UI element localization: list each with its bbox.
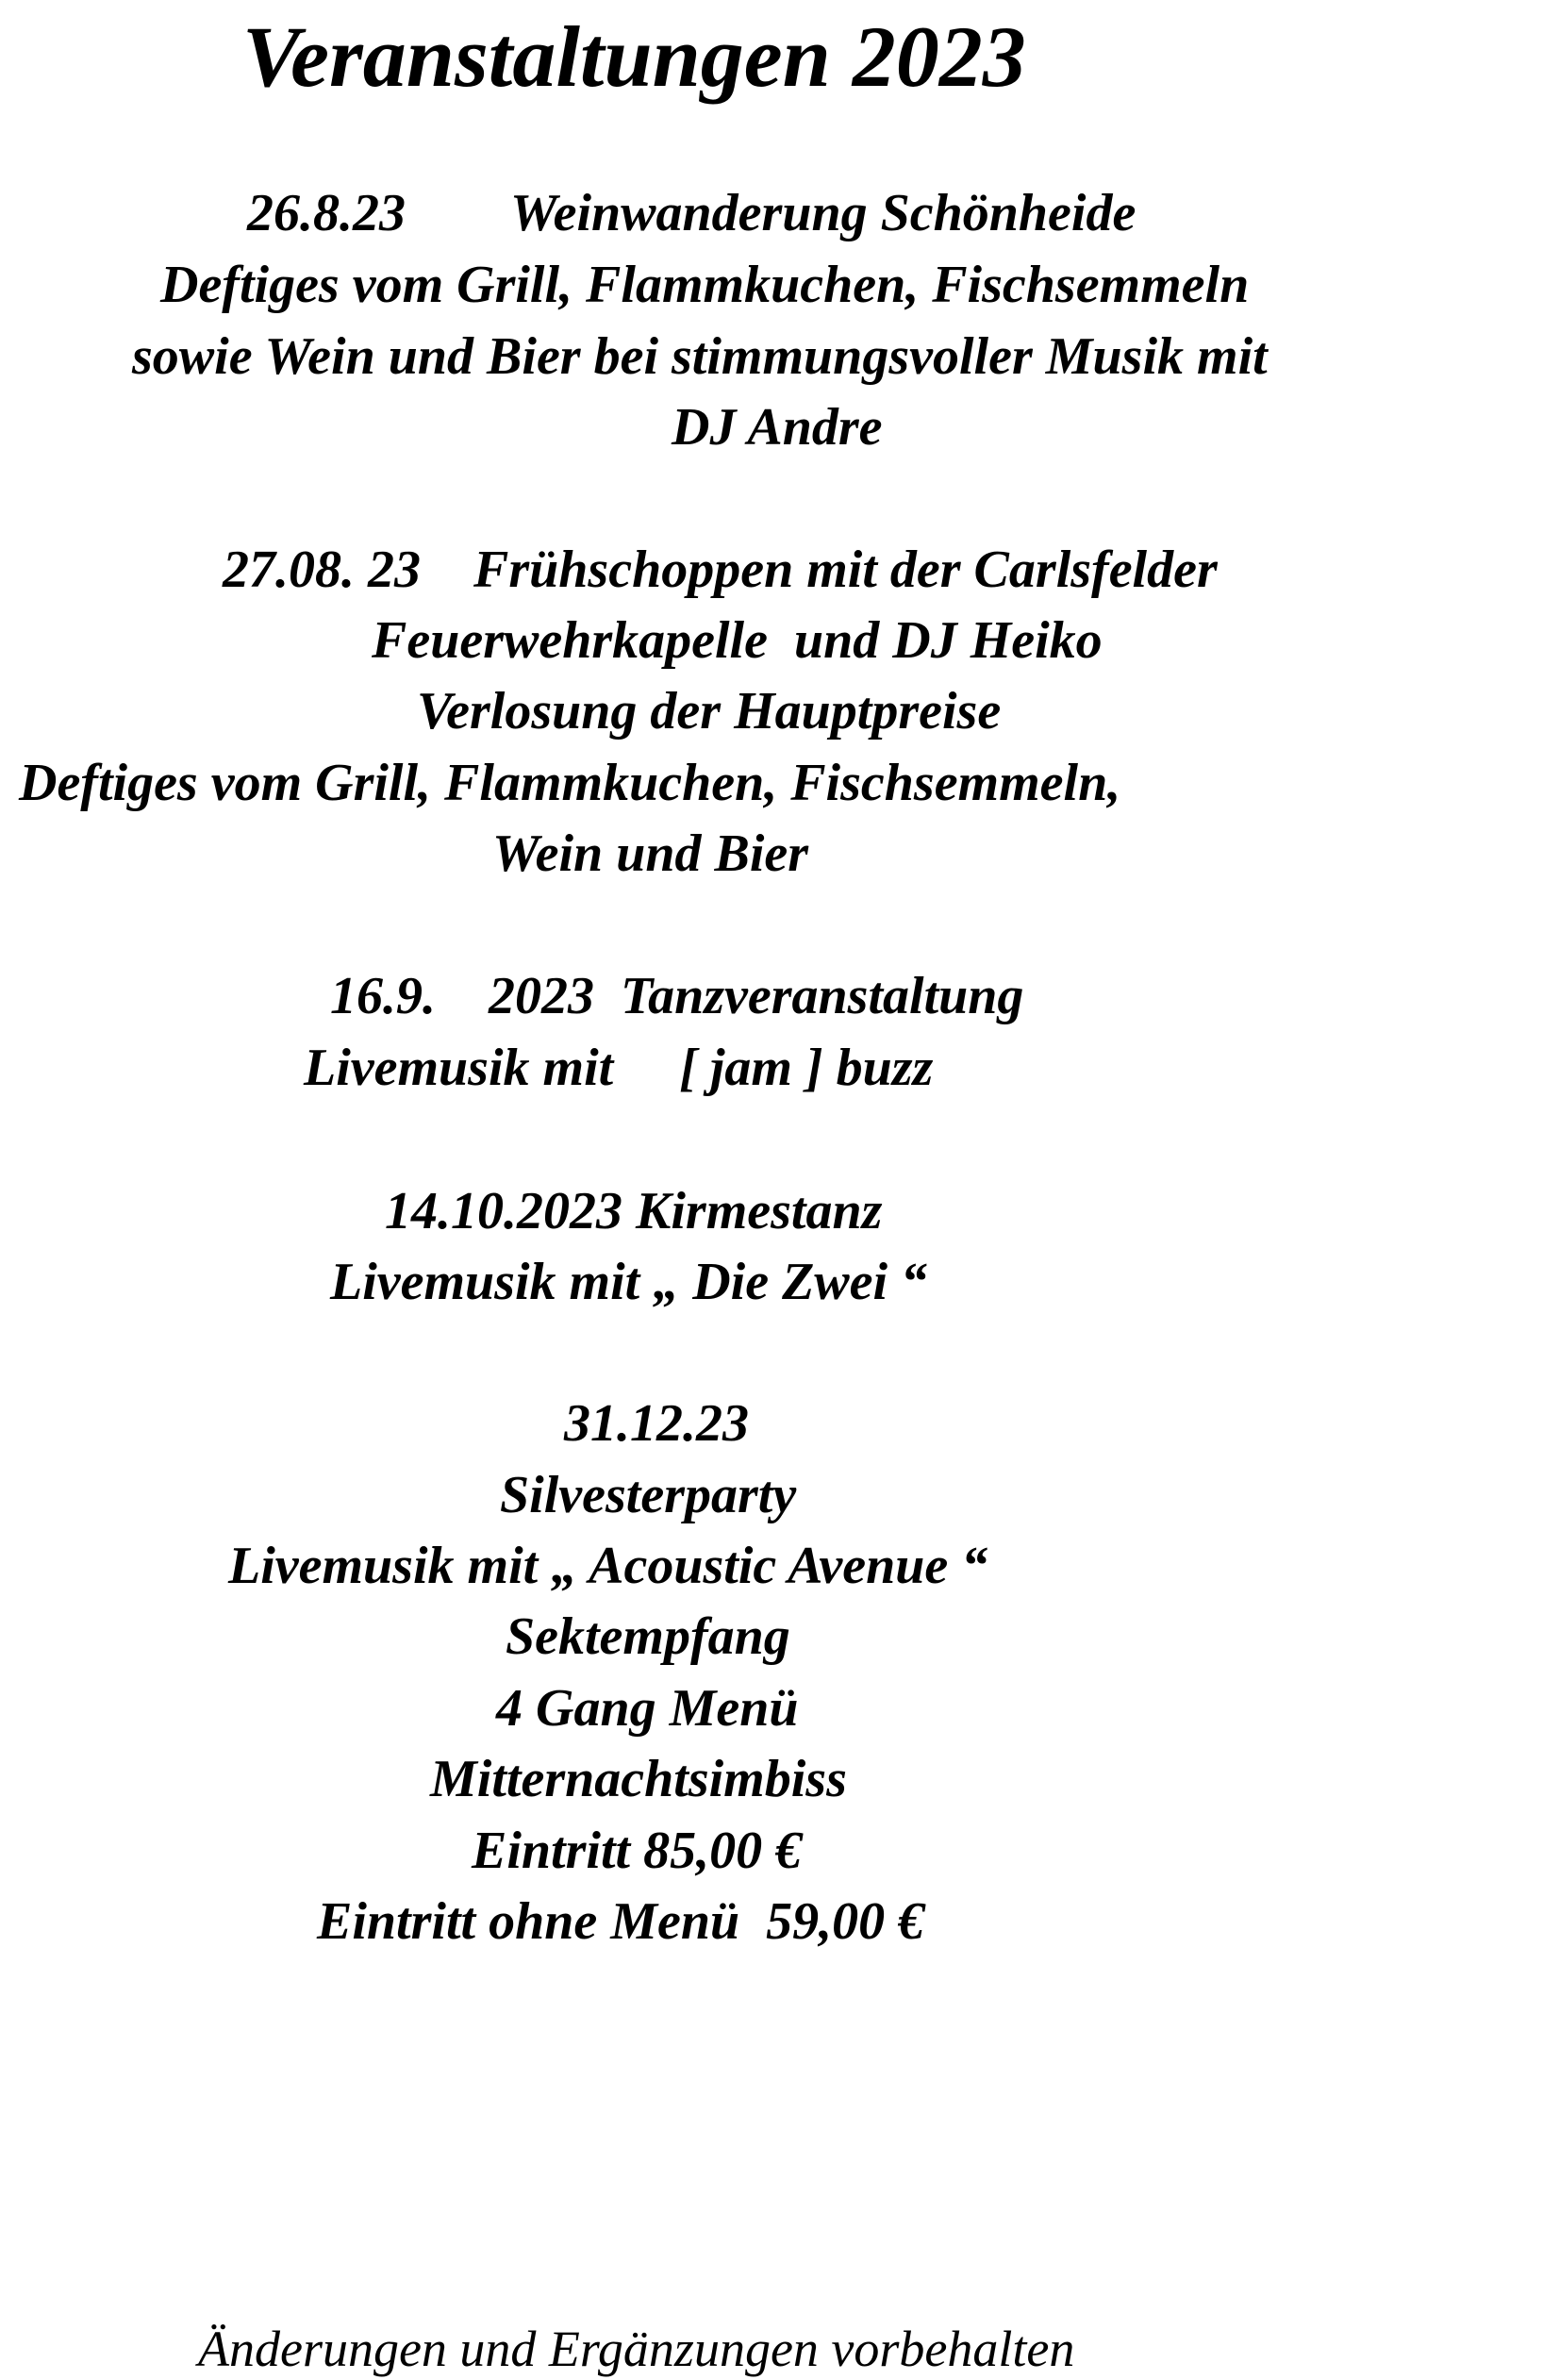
footer-note: Änderungen und Ergänzungen vorbehalten xyxy=(198,2321,1075,2377)
page-title: Veranstaltungen 2023 xyxy=(242,8,1026,105)
event-line: Feuerwehrkapelle und DJ Heiko xyxy=(372,611,1103,670)
event-line: Silvesterparty xyxy=(500,1466,797,1524)
event-line: Wein und Bier xyxy=(492,824,809,883)
event-line: Eintritt 85,00 € xyxy=(472,1822,803,1880)
event-line: Mitternachtsimbiss xyxy=(430,1750,847,1808)
event-line: Livemusik mit [ jam ] buzz xyxy=(304,1039,934,1097)
event-line: Verlosung der Hauptpreise xyxy=(417,682,1002,741)
event-line: Livemusik mit „ Acoustic Avenue “ xyxy=(228,1537,988,1595)
event-line: Eintritt ohne Menü 59,00 € xyxy=(317,1892,925,1951)
event-line: 26.8.23 Weinwanderung Schönheide xyxy=(247,184,1137,242)
event-line: sowie Wein und Bier bei stimmungsvoller Musik mit xyxy=(132,327,1268,386)
event-line: Deftiges vom Grill, Flammkuchen, Fischsemmeln xyxy=(160,256,1250,314)
event-line: 16.9. 2023 Tanzveranstaltung xyxy=(330,967,1024,1025)
event-line: Livemusik mit „ Die Zwei “ xyxy=(330,1253,928,1311)
event-line: 4 Gang Menü xyxy=(496,1679,799,1738)
event-line: Sektempfang xyxy=(506,1607,790,1666)
event-line: DJ Andre xyxy=(672,398,883,457)
event-line: 31.12.23 xyxy=(564,1394,749,1453)
event-line: 14.10.2023 Kirmestanz xyxy=(385,1182,883,1240)
event-line: 27.08. 23 Frühschoppen mit der Carlsfelder xyxy=(223,541,1218,599)
event-line: Deftiges vom Grill, Flammkuchen, Fischsemmeln, xyxy=(19,754,1121,812)
